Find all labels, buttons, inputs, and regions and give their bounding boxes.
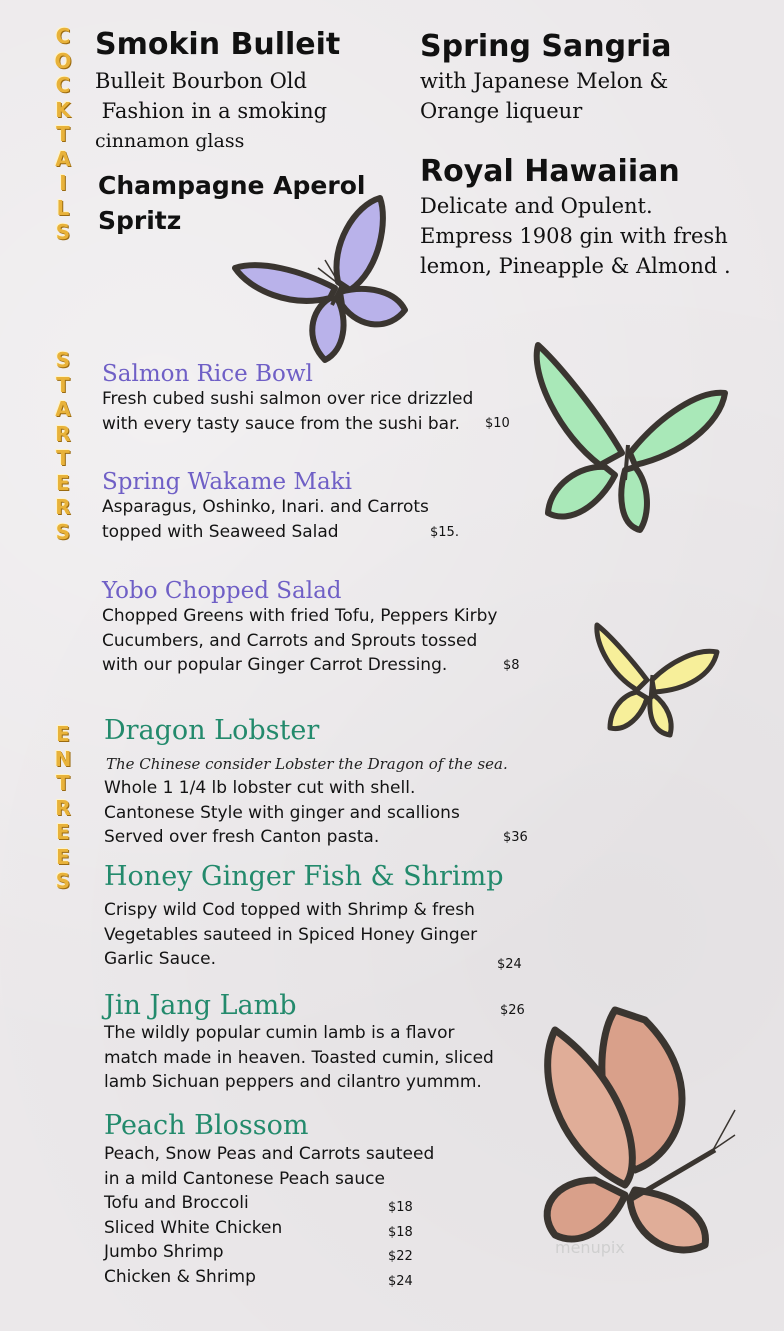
price: $10: [485, 416, 510, 431]
desc-line: Garlic Sauce.: [104, 949, 216, 969]
desc-line: in a mild Cantonese Peach sauce: [104, 1168, 385, 1189]
desc-line: Delicate and Opulent.: [420, 194, 653, 218]
starter-desc: [102, 387, 473, 436]
desc-line: Asparagus, Oshinko, Inari. and Carrots: [102, 497, 429, 517]
cocktail-name: Royal Hawaiian: [420, 154, 680, 189]
cocktail-desc: [420, 191, 731, 281]
letter: E: [56, 722, 70, 746]
section-label-starters: [52, 348, 74, 544]
price: $26: [500, 1003, 525, 1018]
option-row: [104, 1265, 424, 1290]
cocktail-desc: [95, 66, 327, 156]
letter: A: [55, 397, 71, 421]
option-label: Tofu and Broccoli: [104, 1193, 249, 1213]
entree-name: Peach Blossom: [104, 1110, 309, 1141]
name-line: Spritz: [98, 206, 182, 235]
entree-name: Honey Ginger Fish & Shrimp: [104, 861, 504, 892]
green-butterfly-illustration: [530, 335, 735, 540]
entree-name: Jin Jang Lamb: [104, 990, 297, 1021]
letter: R: [55, 495, 71, 519]
price: $24: [497, 957, 522, 972]
letter: A: [55, 146, 71, 171]
desc-line: Whole 1 1/4 lb lobster cut with shell.: [104, 778, 416, 798]
peach-butterfly-illustration: [535, 1000, 740, 1265]
desc-line: Fresh cubed sushi salmon over rice drizzled: [102, 389, 474, 409]
option-price: $18: [388, 1224, 413, 1240]
entree-desc: [104, 776, 460, 850]
letter: S: [55, 519, 71, 544]
section-label-cocktails: [52, 24, 74, 245]
desc-line: Fashion in a smoking: [95, 99, 328, 123]
purple-butterfly-illustration: [230, 190, 415, 370]
desc-line: with every tasty sauce from the sushi bar.: [102, 413, 460, 434]
desc-line: with Japanese Melon &: [420, 69, 669, 93]
option-label: Jumbo Shrimp: [104, 1242, 224, 1262]
letter: C: [55, 73, 71, 97]
letter: T: [56, 122, 70, 146]
letter: S: [55, 220, 71, 244]
starter-name: Salmon Rice Bowl: [102, 361, 313, 387]
desc-line: lemon, Pineapple & Almond .: [420, 254, 731, 278]
letter: K: [55, 97, 71, 122]
letter: T: [56, 372, 70, 397]
desc-line: lamb Sichuan peppers and cilantro yummm.: [104, 1072, 482, 1092]
cocktail-desc: [420, 66, 668, 126]
starter-name: Spring Wakame Maki: [102, 469, 352, 495]
letter: N: [54, 746, 72, 771]
desc-line: Empress 1908 gin with fresh: [420, 224, 728, 248]
desc-line: with our popular Ginger Carrot Dressing.: [102, 655, 448, 675]
option-row: [104, 1240, 424, 1265]
letter: S: [55, 348, 71, 372]
entree-note: The Chinese consider Lobster the Dragon of the sea.: [106, 755, 508, 773]
letter: R: [55, 795, 71, 820]
desc-line: Crispy wild Cod topped with Shrimp & fresh: [104, 900, 475, 920]
desc-line: Cucumbers, and Carrots and Sprouts tossed: [102, 630, 478, 651]
entree-name: Dragon Lobster: [104, 715, 320, 746]
letter: E: [56, 844, 70, 869]
letter: C: [55, 24, 71, 48]
desc-line: Vegetables sauteed in Spiced Honey Ginger: [104, 924, 478, 945]
name-line: Champagne Aperol: [98, 171, 366, 200]
section-label-entrees: [52, 722, 74, 894]
watermark: menupix: [555, 1238, 625, 1257]
letter: E: [56, 470, 70, 495]
option-label: Chicken & Shrimp: [104, 1266, 256, 1287]
letter: S: [55, 869, 71, 893]
price: $15.: [430, 525, 459, 540]
option-row: [104, 1191, 424, 1216]
entree-desc: [104, 898, 477, 972]
letter: T: [56, 771, 70, 795]
price: $36: [503, 830, 528, 845]
letter: E: [56, 820, 70, 844]
option-price: $18: [388, 1200, 413, 1215]
desc-line: Chopped Greens with fried Tofu, Peppers Kirby: [102, 606, 498, 626]
desc-line: The wildly popular cumin lamb is a flavor: [104, 1023, 455, 1043]
letter: O: [54, 48, 72, 73]
desc-line: Served over fresh Canton pasta.: [104, 827, 380, 847]
option-row: [104, 1216, 424, 1241]
desc-line: Peach, Snow Peas and Carrots sauteed: [104, 1144, 435, 1164]
letter: I: [59, 171, 67, 195]
entree-desc: [104, 1021, 494, 1095]
starter-name: Yobo Chopped Salad: [102, 578, 342, 604]
option-price: $24: [388, 1273, 413, 1289]
entree-desc: [104, 1142, 434, 1191]
desc-line: Orange liqueur: [420, 99, 583, 123]
yellow-butterfly-illustration: [592, 620, 722, 740]
desc-line: Cantonese Style with ginger and scallions: [104, 802, 460, 823]
desc-line: cinnamon glass: [95, 130, 245, 152]
cocktail-name: Smokin Bulleit: [95, 27, 341, 62]
letter: T: [56, 446, 70, 470]
option-label: Sliced White Chicken: [104, 1217, 283, 1238]
letter: L: [56, 195, 70, 220]
desc-line: Bulleit Bourbon Old: [95, 69, 307, 93]
option-price: $22: [388, 1249, 413, 1264]
starter-desc: [102, 604, 497, 678]
desc-line: topped with Seaweed Salad: [102, 521, 339, 542]
letter: R: [55, 421, 71, 446]
option-list: [104, 1191, 424, 1289]
starter-desc: [102, 495, 429, 544]
cocktail-name: Spring Sangria: [420, 29, 672, 64]
price: $8: [503, 658, 520, 673]
desc-line: match made in heaven. Toasted cumin, sliced: [104, 1047, 494, 1068]
